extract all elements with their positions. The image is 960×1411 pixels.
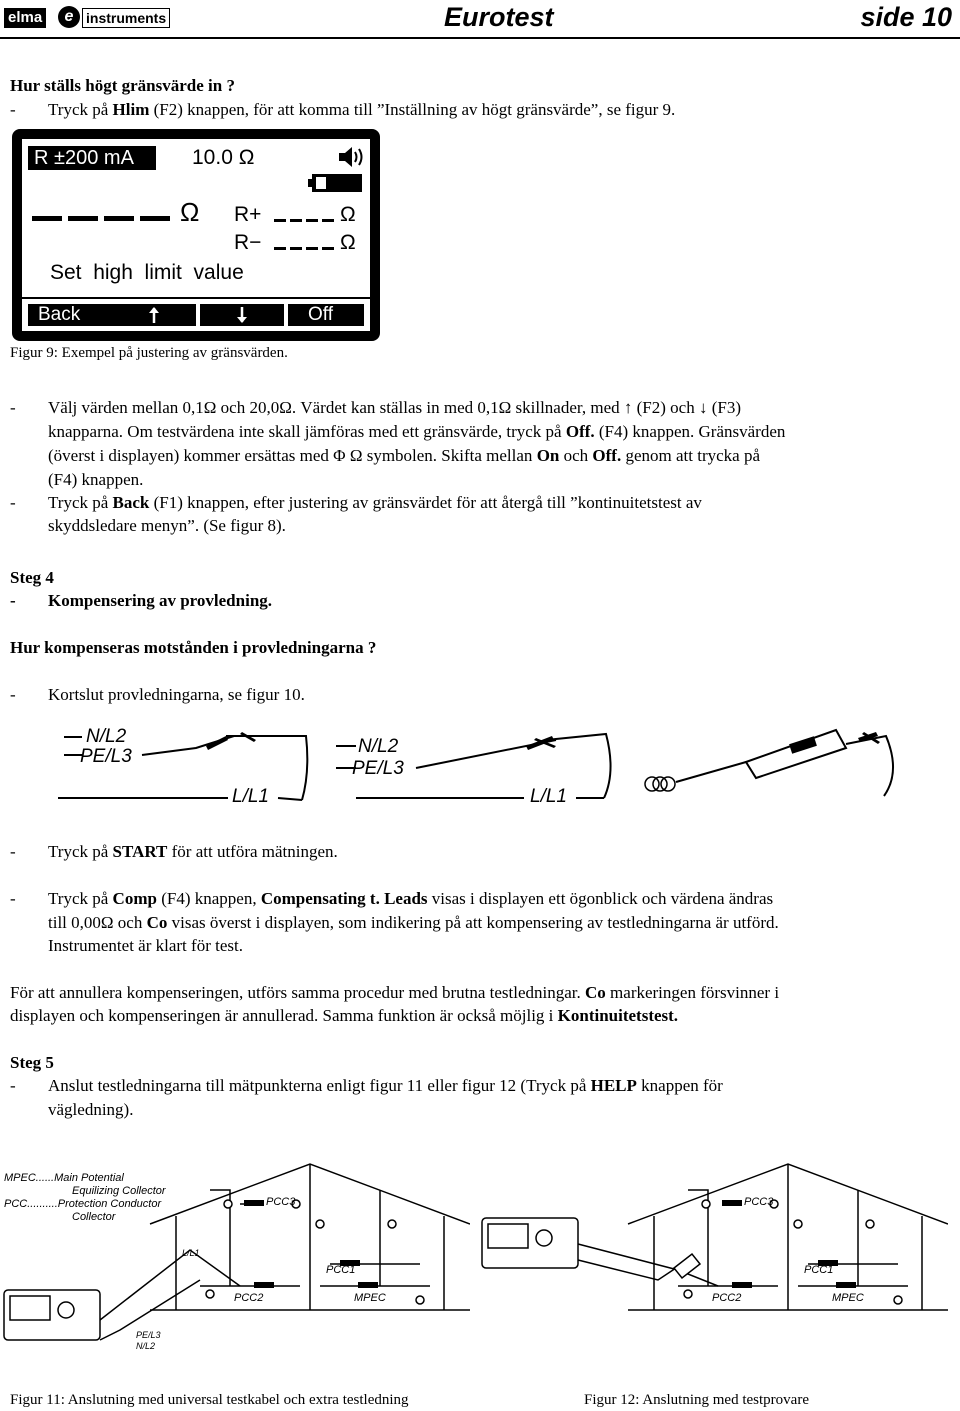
figure-11-house-diagram	[0, 1160, 470, 1355]
heading-high-limit: Hur ställs högt gränsvärde in ?	[10, 76, 235, 95]
steg5-title: Steg 5	[10, 1053, 54, 1072]
arrow-up-icon	[112, 304, 196, 326]
arrow-up-icon: ↑	[623, 398, 633, 417]
label-pel3-2: PE/L3	[352, 758, 404, 779]
r-value-dashes	[274, 211, 340, 251]
battery-icon	[308, 173, 364, 193]
result-dashes	[32, 211, 172, 225]
label-nl2-2: N/L2	[358, 736, 399, 757]
start-instruction: Tryck på START för att utföra mätningen.	[48, 842, 338, 861]
steg4-title: Steg 4	[10, 568, 54, 587]
lcd-rplus-unit: Ω	[340, 203, 356, 226]
symbol-text: (överst i displayen) kommer ersättas med Φ Ω symbolen. Skifta mellan On och Off. genom att trycka på	[48, 446, 760, 465]
legend-mpec: MPEC......Main Potential Equilizing Collector	[4, 1172, 166, 1197]
cancel-compensation-text-cont: displayen och kompenseringen är annullerad. Samma funktion är också möjlig i Kontinuitetstest.	[10, 1006, 679, 1025]
label-pcc3: PCC3	[266, 1196, 296, 1208]
label-pel3-fig11: PE/L3	[136, 1330, 161, 1340]
test-leads-drawing	[56, 722, 906, 812]
label-ll1-fig11: L/L1	[182, 1248, 200, 1258]
label-ll1: L/L1	[232, 786, 269, 807]
label-pcc1-fig12: PCC1	[804, 1264, 834, 1276]
page-number: side 10	[860, 2, 952, 32]
label-pel3: PE/L3	[80, 746, 132, 767]
arrow-down-icon: ↓	[698, 398, 708, 417]
comp-instruction: Tryck på Comp (F4) knappen, Compensating t. Leads visas i displayen ett ögonblick och värdena ändras	[48, 889, 774, 908]
lcd-rminus-unit: Ω	[340, 231, 356, 254]
figure-9-caption: Figur 9: Exempel på justering av gränsvärden.	[10, 345, 288, 361]
logo-instruments-text: instruments	[82, 8, 170, 28]
lcd-rplus-label: R+	[234, 203, 262, 226]
lcd-display-figure	[12, 129, 380, 341]
f3-down-key[interactable]	[200, 304, 284, 326]
legend-pcc: PCC..........Protection Conductor Collector	[4, 1198, 162, 1223]
range-text: Välj värden mellan 0,1Ω och 20,0Ω. Värdet kan ställas in med 0,1Ω skillnader, med ↑ (F2) och ↓ (F3)	[48, 398, 741, 417]
back-instruction-cont: skyddsledare menyn”. (Se figur 8).	[48, 516, 286, 535]
label-pcc2: PCC2	[234, 1292, 264, 1304]
connect-instruction-cont: vägledning).	[48, 1100, 134, 1119]
bullet-dash: -	[10, 398, 16, 417]
bullet-dash: -	[10, 1076, 16, 1095]
label-mpec-fig12: MPEC	[832, 1292, 864, 1304]
cancel-compensation-text: För att annullera kompenseringen, utförs samma procedur med brutna testledningar. Co markeringen försvinner i	[10, 983, 780, 1002]
label-pcc2-fig12: PCC2	[712, 1292, 742, 1304]
house-drawing-12	[478, 1160, 948, 1355]
label-nl2-fig11: N/L2	[136, 1341, 156, 1351]
f1-back-key[interactable]: Back	[28, 304, 118, 326]
label-ll1-2: L/L1	[530, 786, 567, 807]
label-mpec: MPEC	[354, 1292, 386, 1304]
bullet-dash: -	[10, 591, 16, 610]
arrow-down-icon	[200, 304, 284, 326]
figure-12-caption: Figur 12: Anslutning med testprovare	[584, 1392, 809, 1408]
figure-10-short-circuit	[56, 722, 906, 812]
steg4-subtitle: Kompensering av provledning.	[48, 591, 273, 610]
logo-e-mark: e	[58, 6, 80, 28]
f4-off-key[interactable]: Off	[288, 304, 364, 326]
logo-elma-text: elma	[4, 8, 46, 28]
shortcircuit-instruction: Kortslut provledningarna, se figur 10.	[48, 685, 305, 704]
lcd-mode-box: R ±200 mA	[28, 146, 156, 170]
f2-up-key[interactable]	[112, 304, 196, 326]
bullet-dash: -	[10, 889, 16, 908]
bullet-dash: -	[10, 685, 16, 704]
lcd-message: Set high limit value	[50, 261, 244, 284]
elma-instruments-logo	[4, 6, 167, 30]
lcd-value: 10.0 Ω	[192, 146, 255, 169]
bullet-dash: -	[10, 100, 16, 119]
off-instruction: knapparna. Om testvärdena inte skall jämföras med ett gränsvärde, tryck på Off. (F4) knappen. Gränsvärden	[48, 422, 786, 441]
label-pcc3-fig12: PCC3	[744, 1196, 774, 1208]
bullet-dash: -	[10, 493, 16, 512]
lcd-rminus-label: R−	[234, 231, 262, 254]
compensation-question: Hur kompenseras motstånden i provledningarna ?	[10, 638, 377, 657]
f4-text: (F4) knappen.	[48, 470, 144, 489]
speaker-icon	[338, 145, 368, 169]
bullet-dash: -	[10, 842, 16, 861]
back-instruction: Tryck på Back (F1) knappen, efter justering av gränsvärdet för att återgå till ”kontinuitetstest av	[48, 493, 702, 512]
lcd-big-unit: Ω	[180, 197, 200, 227]
label-nl2: N/L2	[86, 726, 127, 747]
lcd-divider	[22, 297, 370, 299]
figure-12-house-diagram	[478, 1160, 948, 1355]
figure-11-caption: Figur 11: Anslutning med universal testkabel och extra testledning	[10, 1392, 409, 1408]
header-rule	[0, 37, 960, 39]
document-title: Eurotest	[444, 2, 554, 32]
lcd-screen	[22, 139, 370, 331]
comp-instruction-cont: till 0,00Ω och Co visas överst i displayen, som indikering på att kompensering av testledningarna är utförd.	[48, 913, 779, 932]
ready-text: Instrumentet är klart för test.	[48, 936, 243, 955]
connect-instruction: Anslut testledningarna till mätpunkterna enligt figur 11 eller figur 12 (Tryck på HELP knappen för	[48, 1076, 723, 1095]
label-pcc1: PCC1	[326, 1264, 356, 1276]
hlim-instruction: Tryck på Hlim (F2) knappen, för att komma till ”Inställning av högt gränsvärde”, se figur 9.	[48, 100, 676, 119]
